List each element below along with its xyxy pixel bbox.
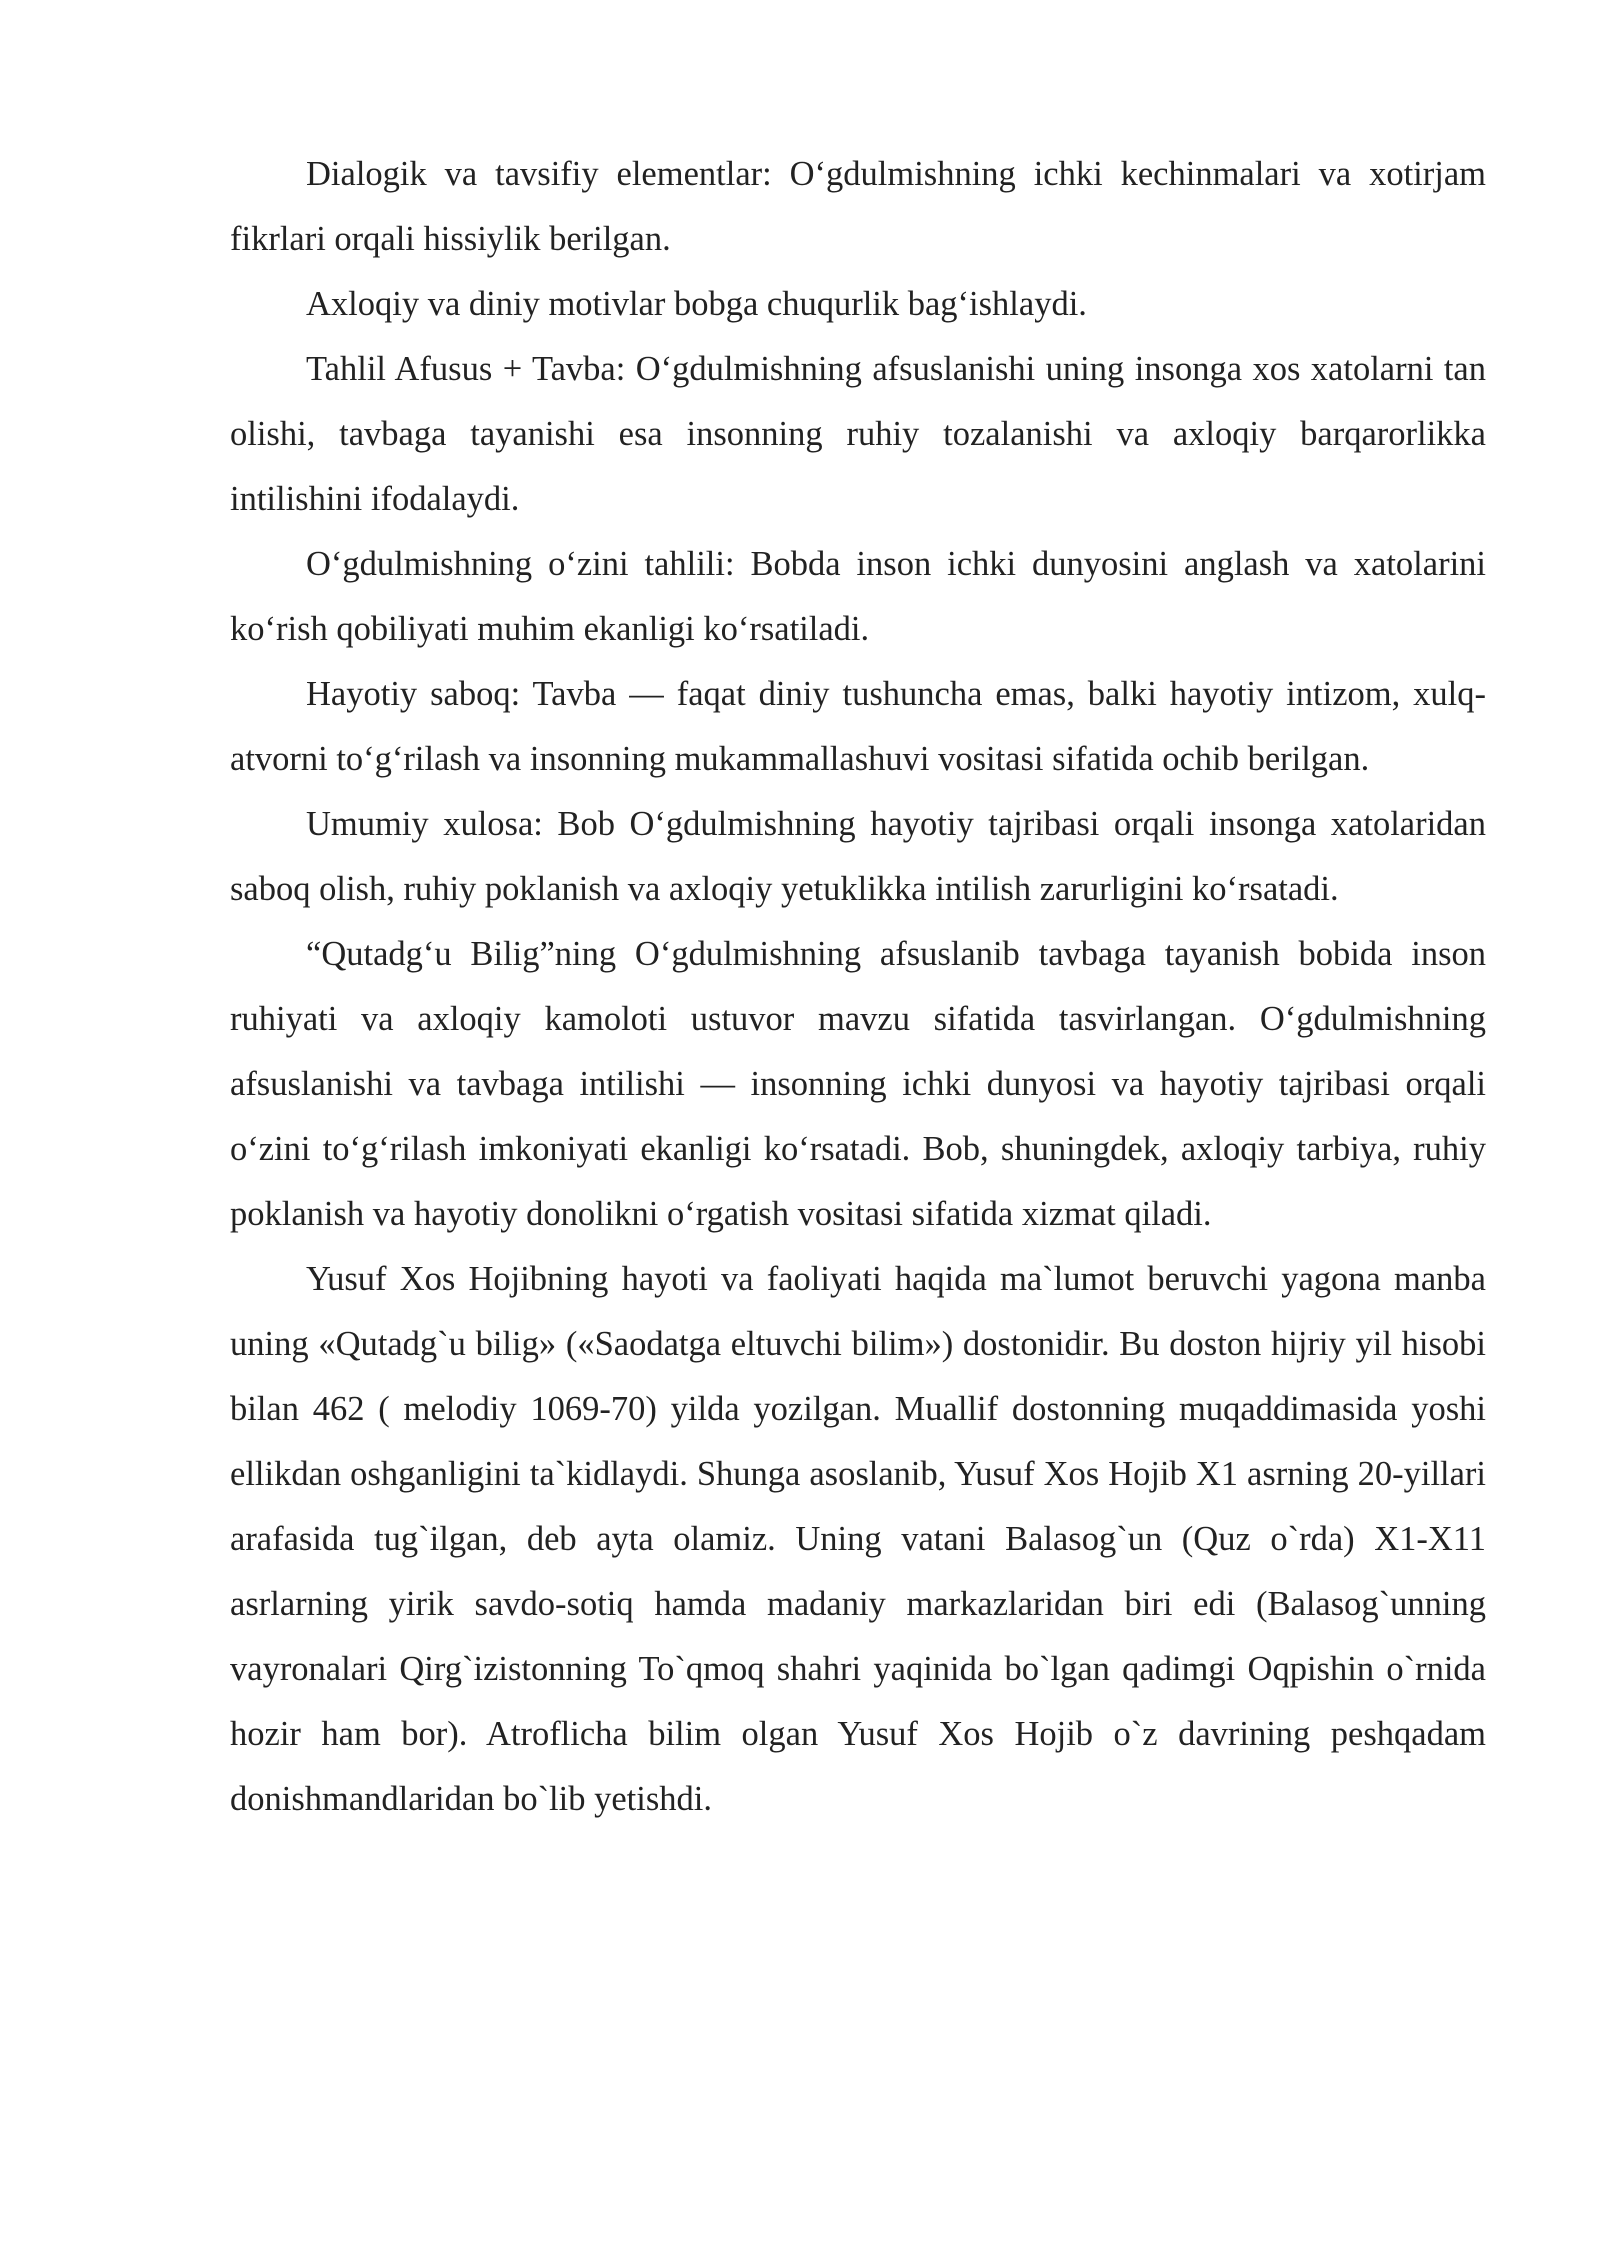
paragraph-yusuf-xos-hojib: Yusuf Xos Hojibning hayoti va faoliyati haqida ma`lumot beruvchi yagona manba uning «Qutadg`u bilig» («Saodatga eltuvchi bilim») dostonidir. Bu doston hijriy yil hisobi bilan 462 ( melodiy 1069-70) yilda yozilgan. Muallif dostonning muqaddimasida yoshi ellikdan oshganligini ta`kidlaydi. Shunga asoslanib, Yusuf Xos Hojib X1 asrning 20-yillari arafasida tug`ilgan, deb ayta olamiz. Uning vatani Balasog`un (Quz o`rda) X1-X11 asrlarning yirik savdo-sotiq hamda madaniy markazlaridan biri edi (Balasog`unning vayronalari Qirg`izistonning To`qmoq shahri yaqinida bo`lgan qadimgi Oqpishin o`rnida hozir ham bor). Atroflicha bilim olgan Yusuf Xos Hojib o`z davrining peshqadam donishmandlaridan bo`lib yetishdi. (230, 1260, 1486, 1818)
paragraph-dialogik: Dialogik va tavsifiy elementlar: O‘gdulmishning ichki kechinmalari va xotirjam fikrlari orqali hissiylik berilgan. (230, 155, 1486, 258)
document-body (230, 142, 1486, 1832)
paragraph-tahlil: Tahlil Afusus + Tavba: O‘gdulmishning afsuslanishi uning insonga xos xatolarni tan olishi, tavbaga tayanishi esa insonning ruhiy tozalanishi va axloqiy barqarorlikka intilishini ifodalaydi. (230, 350, 1486, 518)
paragraph-umumiy-xulosa: Umumiy xulosa: Bob O‘gdulmishning hayotiy tajribasi orqali insonga xatolaridan saboq olish, ruhiy poklanish va axloqiy yetuklikka intilish zarurligini ko‘rsatadi. (230, 805, 1486, 908)
paragraph-hayotiy-saboq: Hayotiy saboq: Tavba — faqat diniy tushuncha emas, balki hayotiy intizom, xulq-atvorni to‘g‘rilash va insonning mukammallashuvi vositasi sifatida ochib berilgan. (230, 675, 1486, 778)
paragraph-ozini-tahlili: O‘gdulmishning o‘zini tahlili: Bobda inson ichki dunyosini anglash va xatolarini ko‘rish qobiliyati muhim ekanligi ko‘rsatiladi. (230, 545, 1486, 648)
paragraph-qutadgu-bilig: “Qutadg‘u Bilig”ning O‘gdulmishning afsuslanib tavbaga tayanish bobida inson ruhiyati va axloqiy kamoloti ustuvor mavzu sifatida tasvirlangan. O‘gdulmishning afsuslanishi va tavbaga intilishi — insonning ichki dunyosi va hayotiy tajribasi orqali o‘zini to‘g‘rilash imkoniyati ekanligi ko‘rsatadi. Bob, shuningdek, axloqiy tarbiya, ruhiy poklanish va hayotiy donolikni o‘rgatish vositasi sifatida xizmat qiladi. (230, 935, 1486, 1233)
paragraph-axloqiy-motivlar: Axloqiy va diniy motivlar bobga chuqurlik bag‘ishlaydi. (306, 285, 1087, 323)
